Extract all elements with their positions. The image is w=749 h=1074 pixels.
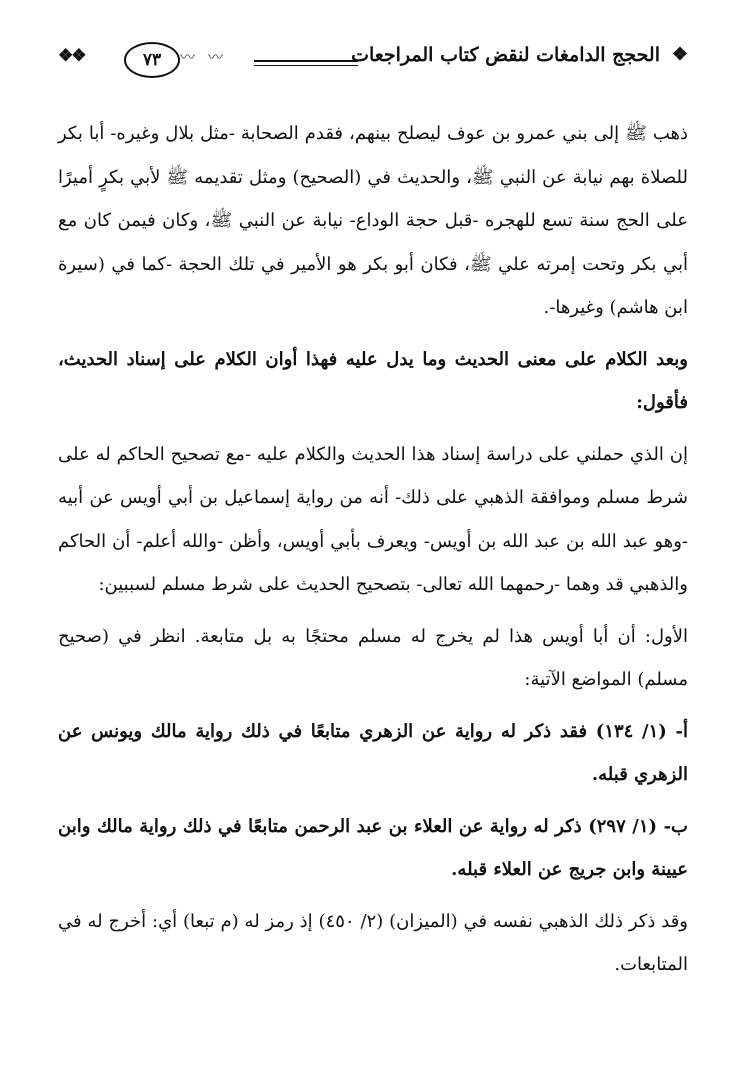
paragraph: ب- (١/ ٢٩٧) ذكر له رواية عن العلاء بن عبد الرحمن متابعًا في ذلك رواية مالك وابن عيينة وابن جريج عن العلاء قبله. xyxy=(58,815,688,880)
paragraph: وقد ذكر ذلك الذهبي نفسه في (الميزان) (٢/ ٤٥٠) إذ رمز له (م تبعا) أي: أخرج له في المتابعات. xyxy=(58,910,688,975)
running-title: الحجج الدامغات لنقض كتاب المراجعات xyxy=(351,44,660,66)
paragraph: وبعد الكلام على معنى الحديث وما يدل عليه فهذا أوان الكلام على إسناد الحديث، فأقول: xyxy=(58,348,688,413)
paragraph: إن الذي حملني على دراسة إسناد هذا الحديث والكلام عليه -مع تصحيح الحاكم له على شرط مسلم وموافقة الذهبي على ذلك- أنه من رواية إسماعيل بن أبي أويس عن أبيه -وهو عبد الله بن عبد الله بن أويس- ويعرف بأبي أويس، وأظن -والله أعلم- أن الحاكم والذهبي قد وهما -رحمهما الله تعالى- بتصحيح الحديث على شرط مسلم لسببين: xyxy=(58,443,688,595)
ornament-flourish-icon-2: 〰 xyxy=(180,48,196,66)
paragraph: أ- (١/ ١٣٤) فقد ذكر له رواية عن الزهري متابعًا في ذلك رواية مالك ويونس عن الزهري قبله. xyxy=(58,720,689,785)
header-rule-thin xyxy=(254,65,358,66)
paragraph: ذهب ﷺ إلى بني عمرو بن عوف ليصلح بينهم، فقدم الصحابة -مثل بلال وغيره- أبا بكر للصلاة بهم نيابة عن النبي ﷺ، والحديث في (الصحيح) ومثل تقديمه ﷺ لأبي بكرٍ أميرًا على الحج سنة تسع للهجره -قبل حجة الوداع- نيابة عن النبي ﷺ، وكان فيمن كان مع أبي بكر وتحت إمرته علي ﷺ، فكان أبو بكر هو الأمير في تلك الحجة -كما في (سيرة ابن هاشم) وغيرها-. xyxy=(58,123,689,318)
header-rule xyxy=(254,60,358,62)
page-header xyxy=(58,38,688,84)
ornament-right-icon: ❖ xyxy=(671,44,688,65)
page-number: ٧٣ xyxy=(124,42,180,78)
ornament-left-icon: ❖❖ xyxy=(58,46,85,66)
ornament-flourish-icon: 〰 xyxy=(208,48,224,66)
paragraph: الأول: أن أبا أويس هذا لم يخرج له مسلم محتجًا به بل متابعة. انظر في (صحيح مسلم) المواضع الآتية: xyxy=(58,625,688,690)
page-body xyxy=(58,112,688,995)
